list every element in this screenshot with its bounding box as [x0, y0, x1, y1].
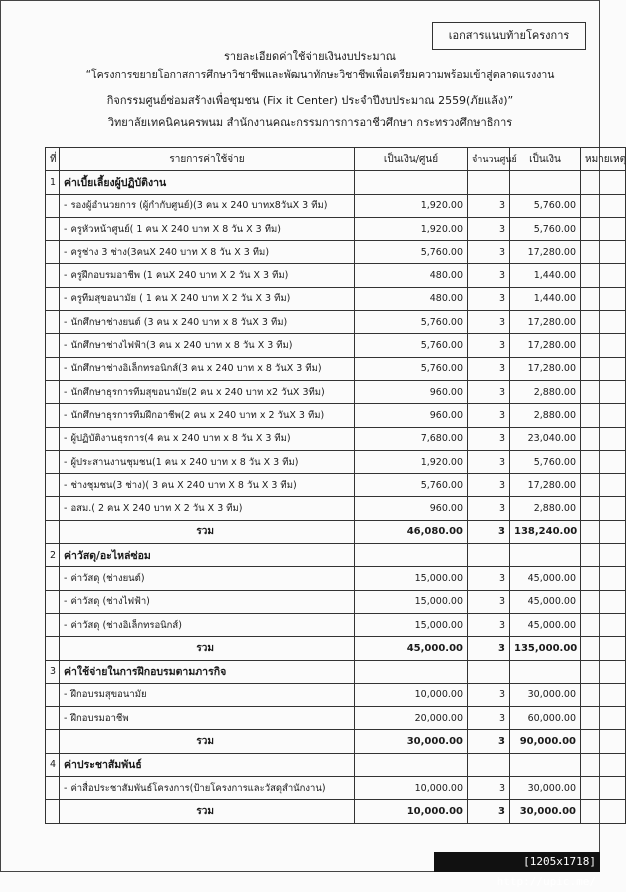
total-number-cell	[46, 637, 60, 660]
section-title: ค่าเบี้ยเลี้ยงผู้ปฏิบัติงาน	[60, 171, 355, 194]
row-centers: 3	[468, 287, 510, 310]
empty-cell	[468, 660, 510, 683]
row-number-cell	[46, 287, 60, 310]
total-centers: 3	[468, 637, 510, 660]
table-row	[46, 380, 626, 403]
row-number-cell	[46, 567, 60, 590]
total-amount: 90,000.00	[510, 730, 581, 753]
budget-table-body	[46, 171, 626, 823]
row-note	[581, 567, 626, 590]
section-number: 4	[46, 753, 60, 776]
attachment-label: เอกสารแนบท้ายโครงการ	[432, 22, 586, 50]
row-number-cell	[46, 194, 60, 217]
row-note	[581, 683, 626, 706]
row-number-cell	[46, 357, 60, 380]
row-note	[581, 404, 626, 427]
row-centers: 3	[468, 380, 510, 403]
row-number-cell	[46, 450, 60, 473]
row-number-cell	[46, 613, 60, 636]
total-label: รวม	[60, 800, 355, 823]
row-per-center: 1,920.00	[355, 194, 468, 217]
row-per-center: 960.00	[355, 497, 468, 520]
row-amount: 30,000.00	[510, 683, 581, 706]
row-number-cell	[46, 380, 60, 403]
row-item: - ครูฝึกอบรมอาชีพ (1 คนX 240 บาท X 2 วัน X 3 ทีม)	[60, 264, 355, 287]
table-row	[46, 567, 626, 590]
row-note	[581, 497, 626, 520]
row-note	[581, 357, 626, 380]
row-item: - ครูช่าง 3 ช่าง(3คนX 240 บาท X 8 วัน X 3 ทีม)	[60, 241, 355, 264]
total-amount: 138,240.00	[510, 520, 581, 543]
row-amount: 2,880.00	[510, 380, 581, 403]
table-row	[46, 497, 626, 520]
row-amount: 17,280.00	[510, 241, 581, 264]
col-header-amount: เป็นเงิน	[510, 148, 581, 171]
row-number-cell	[46, 474, 60, 497]
total-label: รวม	[60, 730, 355, 753]
total-label: รวม	[60, 520, 355, 543]
row-number-cell	[46, 497, 60, 520]
row-centers: 3	[468, 474, 510, 497]
row-amount: 45,000.00	[510, 567, 581, 590]
row-note	[581, 707, 626, 730]
row-amount: 2,880.00	[510, 404, 581, 427]
row-amount: 45,000.00	[510, 590, 581, 613]
row-note	[581, 194, 626, 217]
table-row	[46, 613, 626, 636]
section-header-row	[46, 660, 626, 683]
empty-cell	[581, 753, 626, 776]
empty-cell	[468, 753, 510, 776]
row-item: - รองผู้อำนวยการ (ผู้กำกับศูนย์)(3 คน x 240 บาทx8วันX 3 ทีม)	[60, 194, 355, 217]
row-note	[581, 334, 626, 357]
row-item: - ฝึกอบรมอาชีพ	[60, 707, 355, 730]
row-note	[581, 241, 626, 264]
table-row	[46, 404, 626, 427]
row-per-center: 5,760.00	[355, 474, 468, 497]
section-number: 2	[46, 544, 60, 567]
row-amount: 45,000.00	[510, 613, 581, 636]
row-per-center: 10,000.00	[355, 777, 468, 800]
row-item: - ค่าสื่อประชาสัมพันธ์โครงการ(ป้ายโครงการและวัสดุสำนักงาน)	[60, 777, 355, 800]
empty-cell	[355, 171, 468, 194]
row-item: - นักศึกษาช่างไฟฟ้า(3 คน x 240 บาท x 8 วัน X 3 ทีม)	[60, 334, 355, 357]
table-row	[46, 241, 626, 264]
row-per-center: 20,000.00	[355, 707, 468, 730]
row-centers: 3	[468, 683, 510, 706]
row-amount: 17,280.00	[510, 311, 581, 334]
table-row	[46, 590, 626, 613]
empty-cell	[510, 753, 581, 776]
row-number-cell	[46, 217, 60, 240]
row-centers: 3	[468, 264, 510, 287]
total-centers: 3	[468, 800, 510, 823]
col-header-item: รายการค่าใช้จ่าย	[60, 148, 355, 171]
row-per-center: 5,760.00	[355, 241, 468, 264]
row-number-cell	[46, 427, 60, 450]
row-note	[581, 613, 626, 636]
row-centers: 3	[468, 707, 510, 730]
section-title: ค่าวัสดุ/อะไหล่ซ่อม	[60, 544, 355, 567]
row-number-cell	[46, 264, 60, 287]
row-centers: 3	[468, 404, 510, 427]
row-number-cell	[46, 404, 60, 427]
row-per-center: 5,760.00	[355, 357, 468, 380]
col-header-no: ที่	[46, 148, 60, 171]
total-per-center: 45,000.00	[355, 637, 468, 660]
row-note	[581, 380, 626, 403]
row-per-center: 1,920.00	[355, 450, 468, 473]
section-number: 3	[46, 660, 60, 683]
row-centers: 3	[468, 357, 510, 380]
header-project-name: “โครงการขยายโอกาสการศึกษาวิชาชีพและพัฒนาทักษะวิชาชีพเพื่อเตรียมความพร้อมเข้าสู่ตลาดแรงงาน	[85, 69, 555, 81]
row-item: - ครูหัวหน้าศูนย์( 1 คน X 240 บาท X 8 วัน X 3 ทีม)	[60, 217, 355, 240]
table-row	[46, 357, 626, 380]
total-number-cell	[46, 800, 60, 823]
row-centers: 3	[468, 590, 510, 613]
row-number-cell	[46, 311, 60, 334]
row-amount: 5,760.00	[510, 217, 581, 240]
row-item: - นักศึกษาธุรการทีมฝึกอาชีพ(2 คน x 240 บาท x 2 วันX 3 ทีม)	[60, 404, 355, 427]
row-amount: 5,760.00	[510, 194, 581, 217]
row-per-center: 7,680.00	[355, 427, 468, 450]
col-header-centers: จำนวนศูนย์	[468, 148, 510, 171]
row-per-center: 15,000.00	[355, 590, 468, 613]
table-row	[46, 194, 626, 217]
header-title: รายละเอียดค่าใช้จ่ายเงินงบประมาณ	[223, 50, 396, 63]
total-centers: 3	[468, 730, 510, 753]
row-centers: 3	[468, 217, 510, 240]
total-per-center: 30,000.00	[355, 730, 468, 753]
table-row	[46, 427, 626, 450]
row-note	[581, 474, 626, 497]
row-per-center: 10,000.00	[355, 683, 468, 706]
empty-cell	[355, 753, 468, 776]
row-per-center: 15,000.00	[355, 613, 468, 636]
row-centers: 3	[468, 613, 510, 636]
table-row	[46, 683, 626, 706]
row-amount: 1,440.00	[510, 287, 581, 310]
row-per-center: 5,760.00	[355, 311, 468, 334]
row-amount: 30,000.00	[510, 777, 581, 800]
total-note	[581, 800, 626, 823]
row-number-cell	[46, 777, 60, 800]
empty-cell	[510, 544, 581, 567]
row-note	[581, 427, 626, 450]
table-row	[46, 777, 626, 800]
total-label: รวม	[60, 637, 355, 660]
row-per-center: 15,000.00	[355, 567, 468, 590]
row-per-center: 960.00	[355, 380, 468, 403]
section-total-row	[46, 520, 626, 543]
table-row	[46, 334, 626, 357]
row-centers: 3	[468, 194, 510, 217]
row-item: - อสม.( 2 คน X 240 บาท X 2 วัน X 3 ทีม)	[60, 497, 355, 520]
row-item: - ค่าวัสดุ (ช่างอิเล็กทรอนิกส์)	[60, 613, 355, 636]
row-item: - ช่างชุมชน(3 ช่าง)( 3 คน X 240 บาท X 8 วัน X 3 ทีม)	[60, 474, 355, 497]
row-centers: 3	[468, 497, 510, 520]
table-row	[46, 707, 626, 730]
row-note	[581, 311, 626, 334]
row-number-cell	[46, 334, 60, 357]
table-row	[46, 311, 626, 334]
budget-table	[45, 147, 626, 824]
section-title: ค่าประชาสัมพันธ์	[60, 753, 355, 776]
section-total-row	[46, 637, 626, 660]
row-item: - นักศึกษาธุรการทีมสุขอนามัย(2 คน x 240 บาท x2 วันX 3ทีม)	[60, 380, 355, 403]
total-note	[581, 520, 626, 543]
row-centers: 3	[468, 567, 510, 590]
total-per-center: 46,080.00	[355, 520, 468, 543]
header-activity: กิจกรรมศูนย์ซ่อมสร้างเพื่อชุมชน (Fix it Center) ประจำปีงบประมาณ 2559(ภัยแล้ง)”	[106, 94, 514, 107]
row-number-cell	[46, 590, 60, 613]
row-note	[581, 264, 626, 287]
row-note	[581, 217, 626, 240]
row-item: - ฝึกอบรมสุขอนามัย	[60, 683, 355, 706]
row-number-cell	[46, 683, 60, 706]
empty-cell	[581, 544, 626, 567]
section-title: ค่าใช้จ่ายในการฝึกอบรมตามภารกิจ	[60, 660, 355, 683]
table-row	[46, 287, 626, 310]
row-centers: 3	[468, 427, 510, 450]
row-amount: 2,880.00	[510, 497, 581, 520]
row-centers: 3	[468, 334, 510, 357]
row-item: - นักศึกษาช่างอิเล็กทรอนิกส์(3 คน x 240 บาท x 8 วันX 3 ทีม)	[60, 357, 355, 380]
row-amount: 17,280.00	[510, 474, 581, 497]
header-institution: วิทยาลัยเทคนิคนครพนม สำนักงานคณะกรรมการการอาชีวศึกษา กระทรวงศึกษาธิการ	[107, 116, 513, 129]
section-total-row	[46, 800, 626, 823]
row-note	[581, 450, 626, 473]
table-row	[46, 450, 626, 473]
row-amount: 60,000.00	[510, 707, 581, 730]
row-number-cell	[46, 707, 60, 730]
empty-cell	[468, 171, 510, 194]
row-item: - ครูทีมสุขอนามัย ( 1 คน X 240 บาท X 2 วัน X 3 ทีม)	[60, 287, 355, 310]
total-number-cell	[46, 520, 60, 543]
empty-cell	[581, 660, 626, 683]
row-amount: 17,280.00	[510, 334, 581, 357]
row-amount: 5,760.00	[510, 450, 581, 473]
section-number: 1	[46, 171, 60, 194]
row-item: - ผู้ปฏิบัติงานธุรการ(4 คน x 240 บาท x 8 วัน X 3 ทีม)	[60, 427, 355, 450]
table-header-row	[46, 148, 626, 171]
total-number-cell	[46, 730, 60, 753]
row-per-center: 960.00	[355, 404, 468, 427]
empty-cell	[468, 544, 510, 567]
row-per-center: 5,760.00	[355, 334, 468, 357]
section-header-row	[46, 544, 626, 567]
row-amount: 23,040.00	[510, 427, 581, 450]
total-amount: 135,000.00	[510, 637, 581, 660]
row-item: - ค่าวัสดุ (ช่างยนต์)	[60, 567, 355, 590]
empty-cell	[355, 544, 468, 567]
table-row	[46, 474, 626, 497]
total-centers: 3	[468, 520, 510, 543]
row-per-center: 480.00	[355, 287, 468, 310]
row-per-center: 1,920.00	[355, 217, 468, 240]
image-host-footer: [1205x1718] http://upic.me/	[434, 852, 600, 872]
table-row	[46, 264, 626, 287]
row-amount: 17,280.00	[510, 357, 581, 380]
col-header-per-center: เป็นเงิน/ศูนย์	[355, 148, 468, 171]
total-note	[581, 637, 626, 660]
empty-cell	[355, 660, 468, 683]
row-item: - นักศึกษาช่างยนต์ (3 คน x 240 บาท x 8 วันX 3 ทีม)	[60, 311, 355, 334]
row-item: - ผู้ประสานงานชุมชน(1 คน x 240 บาท x 8 วัน X 3 ทีม)	[60, 450, 355, 473]
row-item: - ค่าวัสดุ (ช่างไฟฟ้า)	[60, 590, 355, 613]
total-per-center: 10,000.00	[355, 800, 468, 823]
row-per-center: 480.00	[355, 264, 468, 287]
row-amount: 1,440.00	[510, 264, 581, 287]
empty-cell	[510, 171, 581, 194]
table-row	[46, 217, 626, 240]
row-centers: 3	[468, 241, 510, 264]
empty-cell	[581, 171, 626, 194]
col-header-note: หมายเหตุ	[581, 148, 626, 171]
section-header-row	[46, 171, 626, 194]
row-centers: 3	[468, 450, 510, 473]
empty-cell	[510, 660, 581, 683]
row-note	[581, 590, 626, 613]
row-centers: 3	[468, 311, 510, 334]
total-note	[581, 730, 626, 753]
row-note	[581, 287, 626, 310]
section-header-row	[46, 753, 626, 776]
total-amount: 30,000.00	[510, 800, 581, 823]
section-total-row	[46, 730, 626, 753]
row-note	[581, 777, 626, 800]
row-number-cell	[46, 241, 60, 264]
row-centers: 3	[468, 777, 510, 800]
